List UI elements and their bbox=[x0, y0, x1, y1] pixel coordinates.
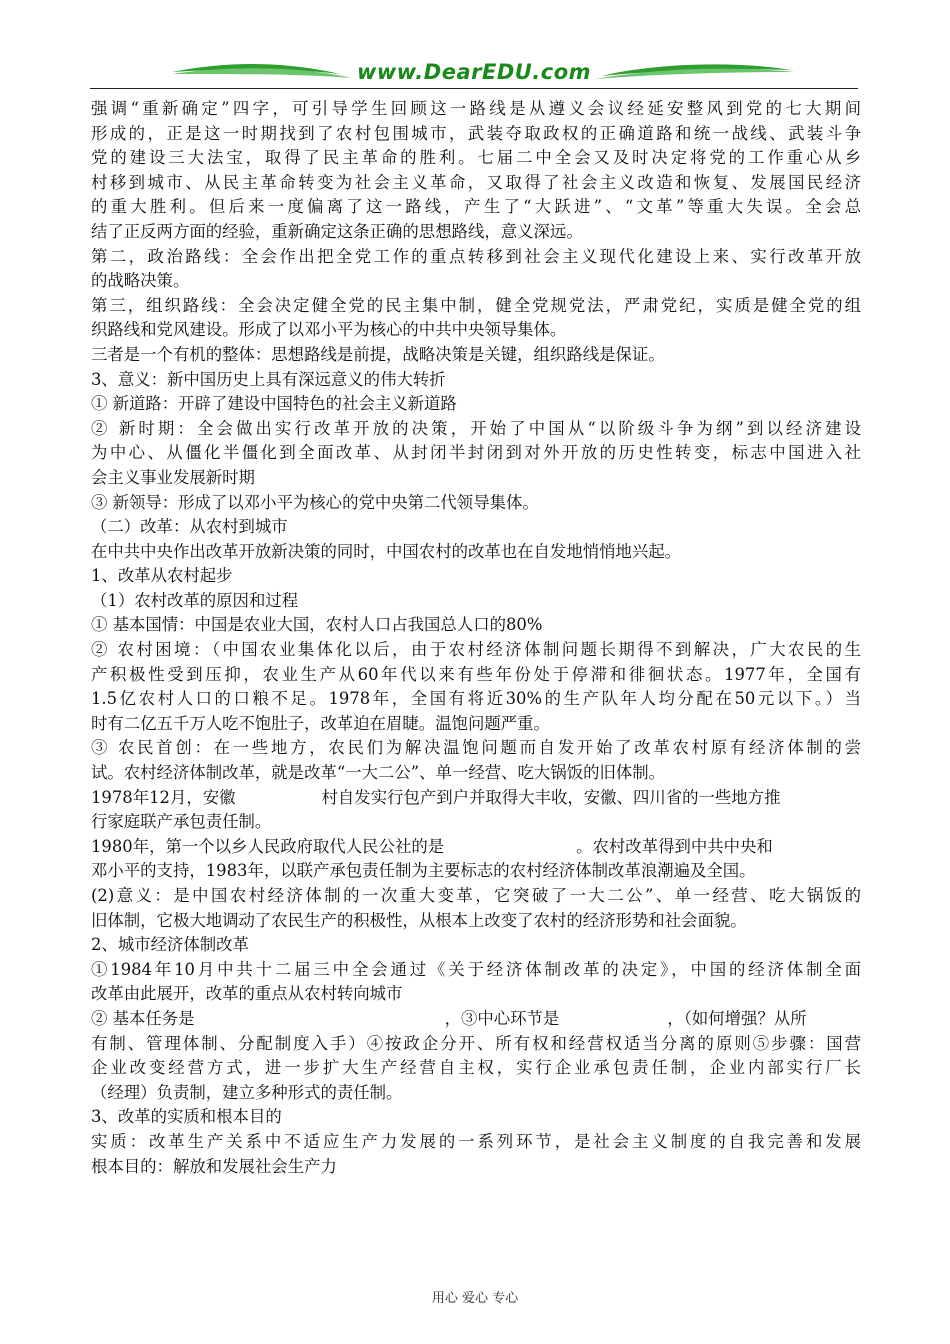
text-line: ①1984年10月中共十二届三中全会通过《关于经济体制改革的决定》，中国的经济体制全面 bbox=[91, 959, 861, 979]
text-line: 1、改革从农村起步 bbox=[91, 566, 233, 586]
text-line: 旧体制，它极大地调动了农民生产的积极性，从根本上改变了农村的经济形势和社会面貌。 bbox=[91, 910, 747, 930]
text-line: 有制、管理体制、分配制度入手）④按政企分开、所有权和经营权适当分离的原则⑤步骤：国营 bbox=[91, 1033, 861, 1053]
text-line: 根本目的：解放和发展社会生产力 bbox=[91, 1156, 337, 1176]
document-body bbox=[91, 97, 861, 1179]
text-line: ① 新道路：开辟了建设中国特色的社会主义新道路 bbox=[91, 394, 457, 414]
text-line: ② 农村困境：（中国农业集体化以后，由于农村经济体制问题长期得不到解决，广大农民的生 bbox=[91, 640, 861, 660]
text-fragment: ，③中心环节是 bbox=[444, 1008, 560, 1028]
text-fragment: 1980年，第一个以乡人民政府取代人民公社的是 bbox=[91, 836, 445, 856]
text-line: 的重大胜利。但后来一度偏离了这一路线，产生了“大跃进”、“文革”等重大失误。全会总 bbox=[91, 197, 861, 217]
text-line: ② 新时期：全会做出实行改革开放的决策，开始了中国从“以阶级斗争为纲”到以经济建设 bbox=[91, 418, 861, 438]
text-line: (2)意义：是中国农村经济体制的一次重大变革，它突破了一大二公”、单一经营、吃大锅饭的 bbox=[91, 886, 861, 905]
text-line: （1）农村改革的原因和过程 bbox=[91, 590, 299, 610]
text-line: ① 基本国情：中国是农业大国，农村人口占我国总人口的80% bbox=[91, 615, 543, 635]
text-line: 党的建设三大法宝，取得了民主革命的胜利。七届二中全会又及时决定将党的工作重心从乡 bbox=[91, 148, 861, 168]
fill-blank-line bbox=[91, 835, 861, 860]
text-line: 为中心、从僵化半僵化到全面改革、从封闭半封闭到对外开放的历史性转变，标志中国进入社 bbox=[91, 443, 861, 463]
text-fragment: 村自发实行包产到户并取得大丰收，安徽、四川省的一些地方推 bbox=[321, 787, 781, 807]
text-line: 试。农村经济体制改革，就是改革“一大二公”、单一经营、吃大锅饭的旧体制。 bbox=[91, 763, 666, 783]
text-line: 实质：改革生产关系中不适应生产力发展的一系列环节，是社会主义制度的自我完善和发展 bbox=[91, 1131, 861, 1151]
text-line: 时有二亿五千万人吃不饱肚子，改革迫在眉睫。温饱问题严重。 bbox=[91, 713, 550, 733]
text-line: （二）改革：从农村到城市 bbox=[91, 517, 288, 537]
text-line: 1.5亿农村人口的口粮不足。1978年，全国有将近30%的生产队年人均分配在50元以下。）当 bbox=[91, 689, 861, 709]
text-line: 邓小平的支持，1983年，以联产承包责任制为主要标志的农村经济体制改革浪潮遍及全国。 bbox=[91, 861, 756, 881]
text-line: 强调“重新确定”四字，可引导学生回顾这一路线是从遵义会议经延安整风到党的七大期间 bbox=[91, 99, 861, 118]
text-line: 行家庭联产承包责任制。 bbox=[91, 812, 272, 832]
text-line: 企业改变经营方式，进一步扩大生产经营自主权，实行企业承包责任制，企业内部实行厂长 bbox=[91, 1058, 861, 1078]
text-line: 结了正反两方面的经验，重新确定这条正确的思想路线，意义深远。 bbox=[91, 221, 583, 241]
text-fragment: 1978年12月，安徽 bbox=[91, 787, 236, 807]
text-fragment: 。农村改革得到中共中央和 bbox=[576, 836, 773, 856]
text-line: 3、改革的实质和根本目的 bbox=[91, 1107, 282, 1127]
header-rule bbox=[90, 88, 858, 89]
text-line: 在中共中央作出改革开放新决策的同时，中国农村的改革也在自发地悄悄地兴起。 bbox=[91, 541, 682, 561]
text-line: 织路线和党风建设。形成了以邓小平为核心的中共中央领导集体。 bbox=[91, 320, 567, 340]
page-footer: 用心 爱心 专心 bbox=[431, 1291, 519, 1306]
text-line: 第三，组织路线：全会决定健全党的民主集中制，健全党规党法，严肃党纪，实质是健全党的组 bbox=[91, 295, 861, 315]
text-fragment: ② 基本任务是 bbox=[91, 1008, 195, 1028]
fill-blank-line bbox=[91, 1007, 861, 1032]
text-line: ③ 农民首创：在一些地方，农民们为解决温饱问题而自发开始了改革农村原有经济体制的尝 bbox=[91, 738, 861, 758]
text-line: 的战略决策。 bbox=[91, 271, 190, 291]
text-line: 改革由此展开，改革的重点从农村转向城市 bbox=[91, 984, 403, 1004]
site-logo-text[interactable]: www.DearEDU.com bbox=[356, 60, 592, 84]
text-line: 形成的，正是这一时期找到了农村包围城市，武装夺取政权的正确道路和统一战线、武装斗争 bbox=[91, 123, 861, 143]
text-line: 3、意义：新中国历史上具有深远意义的伟大转折 bbox=[91, 369, 446, 389]
text-line: （经理）负责制，建立多种形式的责任制。 bbox=[91, 1082, 403, 1102]
text-line: ③ 新领导：形成了以邓小平为核心的党中央第二代领导集体。 bbox=[91, 492, 539, 512]
text-line: 第二，政治路线：全会作出把全党工作的重点转移到社会主义现代化建设上来、实行改革开放 bbox=[91, 246, 861, 266]
text-line: 2、城市经济体制改革 bbox=[91, 935, 249, 955]
text-line: 会主义事业发展新时期 bbox=[91, 467, 255, 487]
text-line: 三者是一个有机的整体：思想路线是前提，战略决策是关键，组织路线是保证。 bbox=[91, 344, 665, 364]
text-fragment: ，（如何增强？从所 bbox=[667, 1008, 807, 1028]
fill-blank-line bbox=[91, 786, 861, 811]
text-line: 产积极性受到压抑，农业生产从60年代以来有些年份处于停滞和徘徊状态。1977年，全国有 bbox=[91, 664, 861, 684]
text-line: 村移到城市、从民主革命转变为社会主义革命，又取得了社会主义改造和恢复、发展国民经济 bbox=[91, 172, 861, 192]
